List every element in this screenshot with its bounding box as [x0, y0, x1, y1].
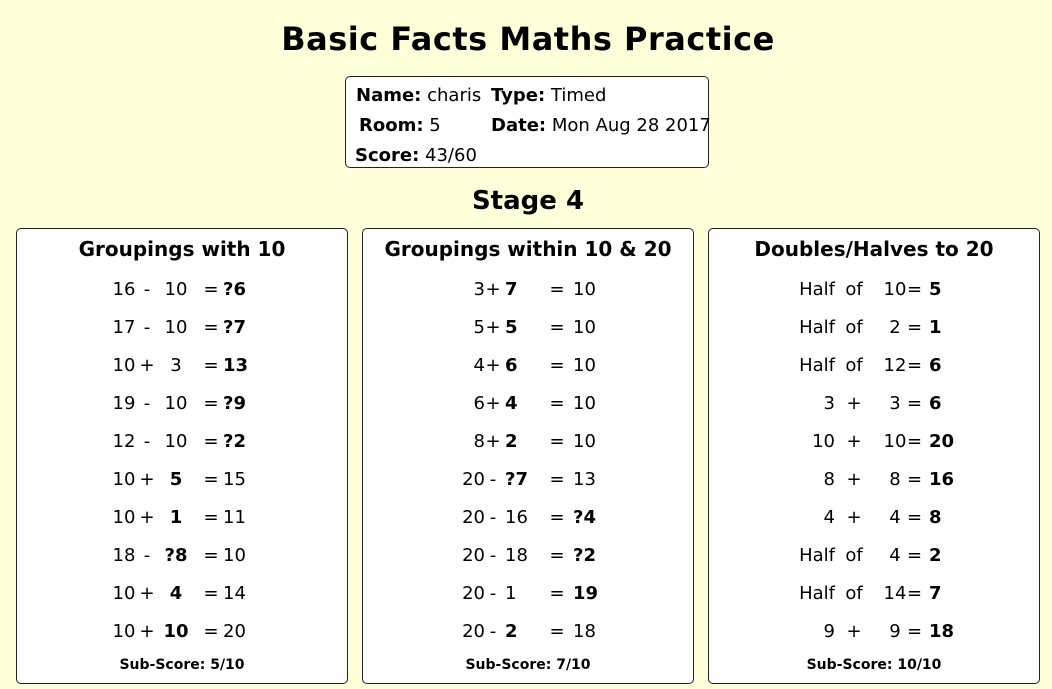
date-value: Mon Aug 28 2017 — [551, 115, 711, 136]
equation-row — [17, 393, 347, 419]
type-value: Timed — [550, 85, 607, 106]
operator: of — [845, 317, 863, 338]
operand-a: 10 — [112, 583, 136, 604]
result: 13 — [573, 469, 596, 490]
equation-row — [709, 355, 1039, 381]
result: 8 — [929, 507, 942, 528]
equation-row — [709, 279, 1039, 305]
equation-row — [709, 431, 1039, 457]
operand-a: 20 — [462, 583, 485, 604]
operand-a: 3 — [823, 393, 835, 414]
result: ?7 — [223, 317, 246, 338]
equals-sign: = — [549, 583, 565, 604]
operand-b: 10 — [164, 279, 188, 300]
operand-a: 6 — [473, 393, 485, 414]
operand-b: 2 — [889, 317, 901, 338]
equals-sign: = — [203, 279, 219, 300]
operator: - — [143, 317, 151, 338]
equation-row — [363, 317, 693, 343]
equals-sign: = — [203, 583, 219, 604]
operand-b: 16 — [505, 507, 528, 528]
type-field — [491, 85, 606, 106]
room-field — [359, 115, 441, 136]
equation-row — [363, 507, 693, 533]
result: 20 — [929, 431, 955, 452]
equals-sign: = — [549, 621, 565, 642]
operator: + — [139, 621, 155, 642]
result: 20 — [223, 621, 246, 642]
sub-score: Sub-Score: 5/10 — [119, 657, 245, 673]
operand-b: 6 — [505, 355, 518, 376]
operator: - — [143, 431, 151, 452]
operand-b: 4 — [505, 393, 518, 414]
operand-b: 8 — [889, 469, 901, 490]
operator: + — [846, 393, 862, 414]
equals-sign: = — [907, 279, 923, 300]
equation-row — [709, 621, 1039, 647]
operand-a: 10 — [112, 355, 136, 376]
equation-row — [17, 355, 347, 381]
result: ?2 — [223, 431, 246, 452]
equation-row — [363, 545, 693, 571]
operand-b: 1 — [505, 583, 517, 604]
operand-b: 14 — [883, 583, 907, 604]
score-label: Score: — [355, 145, 420, 166]
operator: of — [845, 279, 863, 300]
operand-b: 2 — [505, 431, 518, 452]
equals-sign: = — [549, 469, 565, 490]
operator: + — [846, 621, 862, 642]
operand-a: 18 — [112, 545, 136, 566]
operand-b: 4 — [169, 583, 183, 604]
result: 16 — [929, 469, 955, 490]
equals-sign: = — [549, 355, 565, 376]
sub-score: Sub-Score: 10/10 — [806, 657, 942, 673]
operand-a: 10 — [812, 431, 835, 452]
operand-a: 8 — [823, 469, 835, 490]
operand-b: 7 — [505, 279, 518, 300]
room-label: Room: — [359, 115, 424, 136]
operand-a: 4 — [473, 355, 485, 376]
operator: of — [845, 583, 863, 604]
equals-sign: = — [203, 545, 219, 566]
operand-b: 1 — [169, 507, 183, 528]
operand-a: 5 — [473, 317, 485, 338]
equation-row — [363, 469, 693, 495]
panel-doubles-halves-to-20 — [708, 228, 1040, 684]
result: 10 — [573, 317, 596, 338]
equation-row — [363, 355, 693, 381]
operator: + — [139, 355, 155, 376]
score-field — [355, 145, 477, 166]
operand-b: 10 — [164, 431, 188, 452]
operator: + — [846, 507, 862, 528]
operand-b: 10 — [164, 317, 188, 338]
operand-b: 4 — [889, 545, 901, 566]
date-label: Date: — [491, 115, 547, 136]
equation-row — [17, 317, 347, 343]
equals-sign: = — [203, 431, 219, 452]
operator: - — [489, 621, 497, 642]
equals-sign: = — [907, 507, 923, 528]
equation-row — [363, 621, 693, 647]
equation-row — [363, 431, 693, 457]
operator: - — [489, 583, 497, 604]
equals-sign: = — [203, 469, 219, 490]
result: 10 — [573, 355, 596, 376]
name-value: charis — [427, 85, 482, 106]
operand-a: 20 — [462, 507, 485, 528]
equals-sign: = — [549, 545, 565, 566]
panel-groupings-with-10 — [16, 228, 348, 684]
equation-row — [709, 583, 1039, 609]
operator: of — [845, 355, 863, 376]
result: 5 — [929, 279, 942, 300]
equation-row — [17, 507, 347, 533]
operand-a: Half — [799, 583, 835, 604]
result: 2 — [929, 545, 942, 566]
result: 6 — [929, 393, 942, 414]
equals-sign: = — [907, 469, 923, 490]
result: 10 — [573, 393, 596, 414]
operator: - — [143, 545, 151, 566]
equation-row — [17, 469, 347, 495]
operand-a: 16 — [112, 279, 136, 300]
stage-heading: Stage 4 — [471, 186, 585, 216]
result: 10 — [573, 431, 596, 452]
result: 15 — [223, 469, 246, 490]
equation-row — [17, 583, 347, 609]
operator: + — [846, 431, 862, 452]
result: 13 — [223, 355, 249, 376]
name-field — [356, 85, 481, 106]
operand-a: Half — [799, 545, 835, 566]
operand-a: 9 — [823, 621, 835, 642]
equation-row — [709, 393, 1039, 419]
operand-a: 12 — [112, 431, 136, 452]
operand-b: 4 — [889, 507, 901, 528]
result: 11 — [223, 507, 246, 528]
operand-b: 10 — [164, 393, 188, 414]
operator: - — [143, 393, 151, 414]
operator: + — [139, 583, 155, 604]
operand-a: 17 — [112, 317, 136, 338]
equals-sign: = — [907, 355, 923, 376]
operand-b: 18 — [505, 545, 528, 566]
operator: + — [485, 393, 501, 414]
equals-sign: = — [203, 317, 219, 338]
equals-sign: = — [203, 621, 219, 642]
equation-row — [363, 279, 693, 305]
page-title: Basic Facts Maths Practice — [281, 20, 775, 58]
equals-sign: = — [549, 393, 565, 414]
sub-score: Sub-Score: 7/10 — [465, 657, 591, 673]
result: 18 — [929, 621, 955, 642]
equals-sign: = — [549, 507, 565, 528]
result: 14 — [223, 583, 246, 604]
operand-a: Half — [799, 279, 835, 300]
result: 18 — [573, 621, 596, 642]
operator: + — [485, 431, 501, 452]
operand-a: 10 — [112, 621, 136, 642]
date-field — [491, 115, 711, 136]
equals-sign: = — [549, 431, 565, 452]
operator: + — [139, 469, 155, 490]
operand-b: 5 — [505, 317, 518, 338]
panel-groupings-within-10-20 — [362, 228, 694, 684]
panel-title: Groupings within 10 & 20 — [384, 237, 672, 261]
operand-b: 10 — [883, 279, 907, 300]
equals-sign: = — [203, 355, 219, 376]
panel-title: Doubles/Halves to 20 — [754, 237, 994, 261]
equation-row — [17, 279, 347, 305]
equals-sign: = — [907, 545, 923, 566]
result: 1 — [929, 317, 942, 338]
operand-b: 9 — [889, 621, 901, 642]
name-label: Name: — [356, 85, 422, 106]
operand-b: ?7 — [505, 469, 528, 490]
operator: + — [846, 469, 862, 490]
result: 7 — [929, 583, 942, 604]
result: ?4 — [573, 507, 596, 528]
room-value: 5 — [429, 115, 441, 136]
result: ?2 — [573, 545, 596, 566]
equals-sign: = — [907, 431, 923, 452]
operand-a: Half — [799, 317, 835, 338]
operand-b: 3 — [170, 355, 182, 376]
operand-a: 10 — [112, 469, 136, 490]
operator: - — [489, 469, 497, 490]
score-value: 43/60 — [425, 145, 477, 166]
result: ?9 — [223, 393, 246, 414]
equals-sign: = — [907, 621, 923, 642]
operand-b: 2 — [505, 621, 518, 642]
operator: - — [489, 545, 497, 566]
operator: - — [143, 279, 151, 300]
operand-a: 10 — [112, 507, 136, 528]
operator: + — [485, 279, 501, 300]
equation-row — [709, 469, 1039, 495]
equation-row — [709, 317, 1039, 343]
equation-row — [709, 507, 1039, 533]
result: 19 — [573, 583, 599, 604]
operator: + — [139, 507, 155, 528]
equals-sign: = — [907, 583, 923, 604]
operand-b: 10 — [163, 621, 189, 642]
result: 10 — [223, 545, 246, 566]
operand-a: 19 — [112, 393, 136, 414]
panel-title: Groupings with 10 — [78, 237, 286, 261]
result: ?6 — [223, 279, 246, 300]
operand-a: 3 — [473, 279, 485, 300]
equation-row — [709, 545, 1039, 571]
operand-a: 20 — [462, 545, 485, 566]
equals-sign: = — [549, 279, 565, 300]
equation-row — [17, 545, 347, 571]
result: 6 — [929, 355, 942, 376]
operand-a: 20 — [462, 469, 485, 490]
equation-row — [17, 621, 347, 647]
operator: + — [485, 355, 501, 376]
equation-row — [363, 583, 693, 609]
type-label: Type: — [491, 85, 546, 106]
equals-sign: = — [203, 507, 219, 528]
operand-b: 3 — [889, 393, 901, 414]
operator: of — [845, 545, 863, 566]
operand-a: Half — [799, 355, 835, 376]
operand-a: 4 — [823, 507, 835, 528]
equals-sign: = — [907, 317, 923, 338]
operand-b: 10 — [883, 431, 907, 452]
equation-row — [363, 393, 693, 419]
operator: + — [485, 317, 501, 338]
result: 10 — [573, 279, 596, 300]
equals-sign: = — [907, 393, 923, 414]
operand-b: 12 — [883, 355, 907, 376]
operator: - — [489, 507, 497, 528]
equals-sign: = — [549, 317, 565, 338]
equals-sign: = — [203, 393, 219, 414]
equation-row — [17, 431, 347, 457]
operand-b: ?8 — [164, 545, 188, 566]
operand-a: 20 — [462, 621, 485, 642]
operand-a: 8 — [473, 431, 485, 452]
student-info-box — [345, 76, 709, 168]
operand-b: 5 — [169, 469, 183, 490]
